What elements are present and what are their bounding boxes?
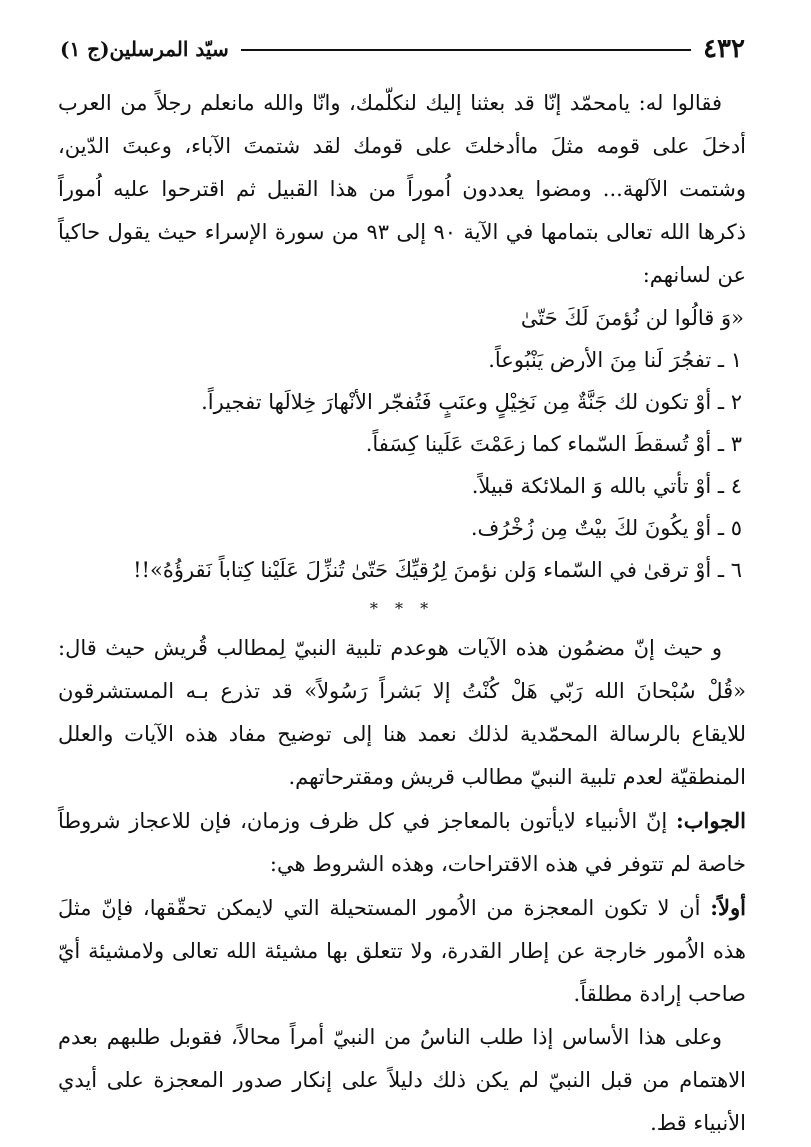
first-point-text: أن لا تكون المعجزة من الاُمور المستحيلة التي لايمكن تحقّقها، فإنّ مثلَ هذه الاُمور خارجة عن إطار القدرة، ولا تتعلق بها مشيئة الله تعالى ولامشيئة أيّ صاحب إرادة مطلقاً. (58, 896, 746, 1006)
book-title: سيّد المرسلين(ج ١) (60, 37, 229, 61)
header-rule (241, 49, 691, 51)
verse-opening: «وَ قالُوا لن نُؤمنَ لَكَ حَتّىٰ (520, 306, 744, 330)
quran-verses (58, 297, 746, 591)
first-point-paragraph (58, 886, 746, 1016)
first-point-label: أولاً: (710, 895, 746, 920)
verse-item: ٤ ـ أوْ تأتي بالله وَ الملائكة قبيلاً. (471, 474, 742, 498)
answer-label: الجواب: (676, 808, 746, 833)
verse-item: ٥ ـ أوْ يكُونَ لكَ بيْتٌ مِن زُخْرُف. (470, 516, 742, 540)
verse-item: ٢ ـ أوْ تكون لك جَنَّةٌ مِن نَخِيْلٍ وعنَبٍ فَتُفجّر الأنْهارَ خِلالَها تفجيراً. (201, 390, 742, 414)
verse-item: ١ ـ تفجُرَ لَنا مِنَ الأرض يَنْبُوعاً. (488, 348, 742, 372)
final-paragraph: وعلى هذا الأساس إذا طلب الناسُ من النبيّ أمراً محالاً، فقوبل طلبهم بعدم الاهتمام من قبل النبيّ لم يكن ذلك دليلاً على إنكار صدور المعجزة على أيدي الأنبياء قط. (58, 1025, 746, 1135)
page-header (60, 34, 745, 64)
intro-paragraph: فقالوا له: يامحمّد إنّا قد بعثنا إليك لنكلّمك، وانّا والله مانعلم رجلاً من العرب أدخلَ على قومه مثلَ ماأدخلتَ على قومك لقد شتمتَ الآباء، وعبتَ الدّين، وشتمت الآلهة... ومضوا يعددون اُموراً من هذا القبيل ثم اقترحوا عليه اُموراً ذكرها الله تعالى بتمامها في الآية ٩٠ إلى ٩٣ من سورة الإسراء حيث يقول حاكياً عن لسانهم: (58, 91, 747, 287)
explanation-paragraph: و حيث إنّ مضمُون هذه الآيات هوعدم تلبية النبيّ لِمطالب قُريش حيث قال: «قُلْ سُبْحانَ الله رَبّي هَلْ كُنْتُ إلا بَشراً رَسُولاً» قد تذرع بـه المستشرقون للايقاع بالرسالة المحمّدية لذلك نعمد هنا إلى توضيح مفاد هذه الآيات والعلل المنطقيّة لعدم تلبية النبيّ مطالب قريش ومقترحاتهم. (58, 636, 746, 789)
verse-item: ٣ ـ أوْ تُسقطَ السّماء كما زعَمْتَ عَلَينا كِسَفاً. (365, 432, 742, 456)
answer-text: إنّ الأنبياء لايأتون بالمعاجز في كل ظرف وزمان، فإن للاعجاز شروطاً خاصة لم تتوفر في هذه الاقتراحات، وهذه الشروط هي: (58, 809, 746, 876)
page-number: ٤٣٢ (703, 34, 745, 64)
verse-item: ٦ ـ أوْ ترقىٰ في السّماء وَلن نؤمنَ لِرُقيِّكَ حَتّىٰ تُنزِّلَ عَلَيْنا كِتاباً نَقرؤُهُ»!! (133, 558, 742, 582)
section-separator: * * * (369, 599, 435, 618)
answer-paragraph (58, 799, 746, 886)
page-body (58, 82, 746, 1145)
